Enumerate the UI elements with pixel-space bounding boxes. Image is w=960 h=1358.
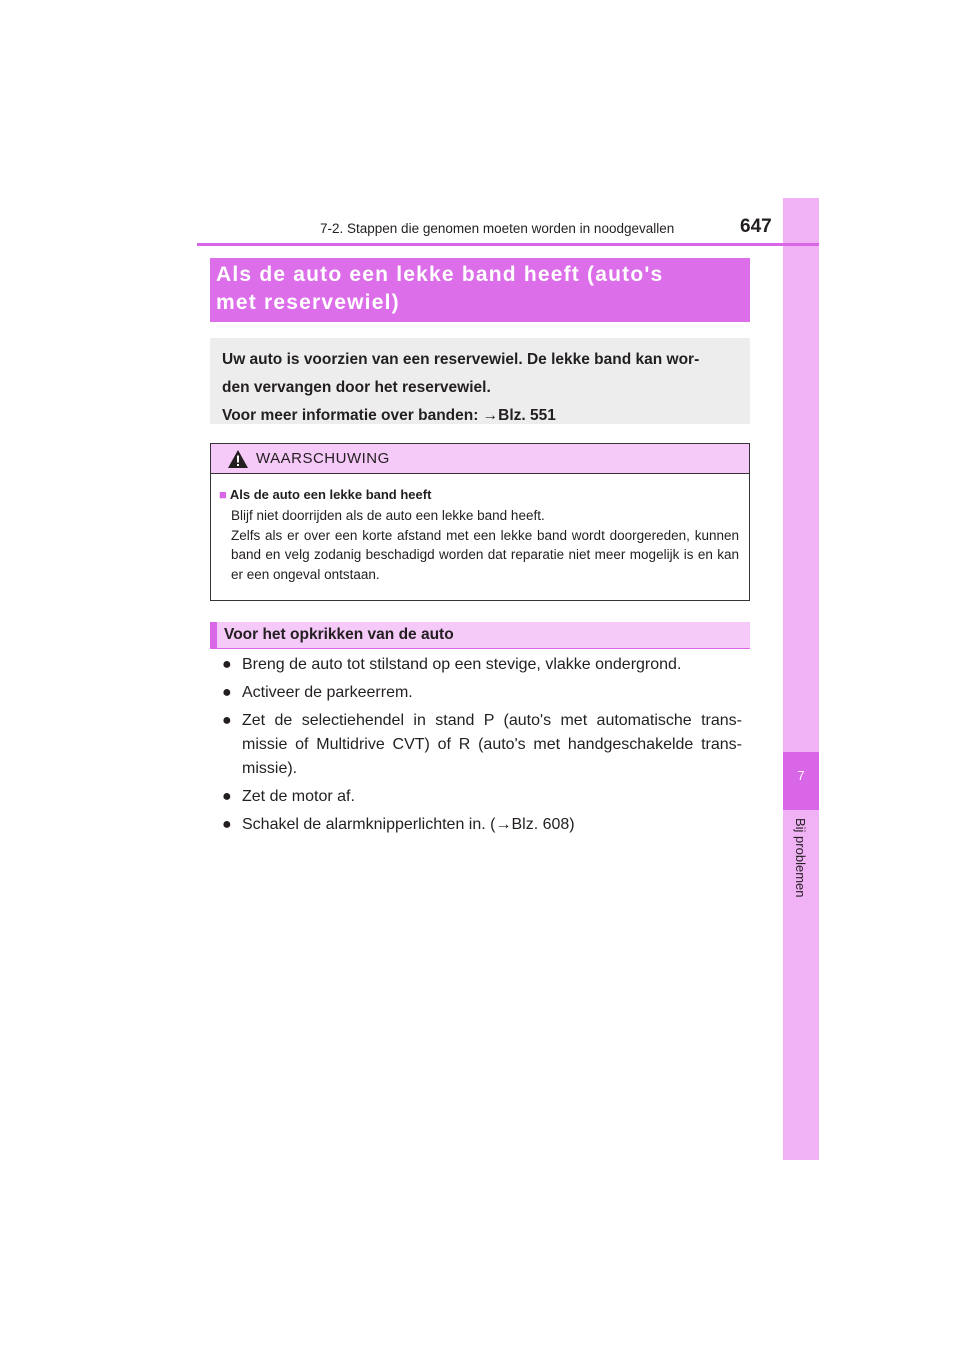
warning-header <box>211 444 749 474</box>
breadcrumb: 7-2. Stappen die genomen moeten worden in noodgevallen <box>320 221 675 236</box>
section-title-line-2: met reservewiel) <box>216 291 400 314</box>
list-item-text: Activeer de parkeerrem. <box>242 684 413 701</box>
list-item <box>222 709 742 781</box>
list-item-text: Zet de motor af. <box>242 788 355 805</box>
section-title-line-1: Als de auto een lekke band heeft (auto's <box>216 263 664 286</box>
list-item <box>222 785 742 809</box>
jacking-heading-underline <box>210 648 750 649</box>
bullet-icon: ● <box>222 684 232 701</box>
warning-subhead <box>219 487 739 502</box>
warning-subhead-text: Als de auto een lekke band heeft <box>229 487 432 502</box>
header-rule <box>197 243 819 246</box>
list-item-text: Schakel de alarmknipperlichten in. (→Blz. 608) <box>242 816 575 833</box>
chapter-number: 7 <box>797 768 805 783</box>
warning-body <box>211 474 749 584</box>
warning-box <box>210 443 750 601</box>
chapter-label: Bij problemen <box>793 818 808 898</box>
warning-triangle-icon <box>227 449 249 469</box>
bullet-icon: ● <box>222 788 232 805</box>
list-item <box>222 653 742 677</box>
side-strip <box>783 198 819 1160</box>
list-item <box>222 681 742 705</box>
intro-line-3: Voor meer informatie over banden: →Blz. 551 <box>222 407 556 424</box>
bullet-icon: ● <box>222 816 232 833</box>
warning-paragraph-line-2: Zelfs als er over een korte afstand met een lekke band wordt doorgereden, kunnen band en velg zodanig beschadigd worden dat reparatie niet meer mogelijk is en kan er een ongeval ontstaan. <box>231 527 739 582</box>
bullet-icon: ● <box>222 712 232 729</box>
page-number: 647 <box>740 216 772 237</box>
list-item-text: Zet de selectiehendel in stand P (auto's met automatische trans-missie of Multidrive CVT) of R (auto's met handgeschakelde trans-missie). <box>242 712 742 777</box>
intro-line-1: Uw auto is voorzien van een reservewiel. De lekke band kan wor- <box>222 351 700 368</box>
warning-title: WAARSCHUWING <box>256 450 390 467</box>
square-bullet-icon: ■ <box>219 487 227 502</box>
intro-line-2: den vervangen door het reservewiel. <box>222 379 491 396</box>
list-item-text: Breng de auto tot stilstand op een stevige, vlakke ondergrond. <box>242 656 682 673</box>
list-item <box>222 813 742 837</box>
section-heading <box>210 258 750 322</box>
bullet-icon: ● <box>222 656 232 673</box>
jacking-heading: Voor het opkrikken van de auto <box>210 622 750 649</box>
warning-paragraph-line-1: Blijf niet doorrijden als de auto een lekke band heeft. <box>231 508 545 523</box>
jacking-list <box>222 653 742 841</box>
intro-box <box>210 338 750 424</box>
